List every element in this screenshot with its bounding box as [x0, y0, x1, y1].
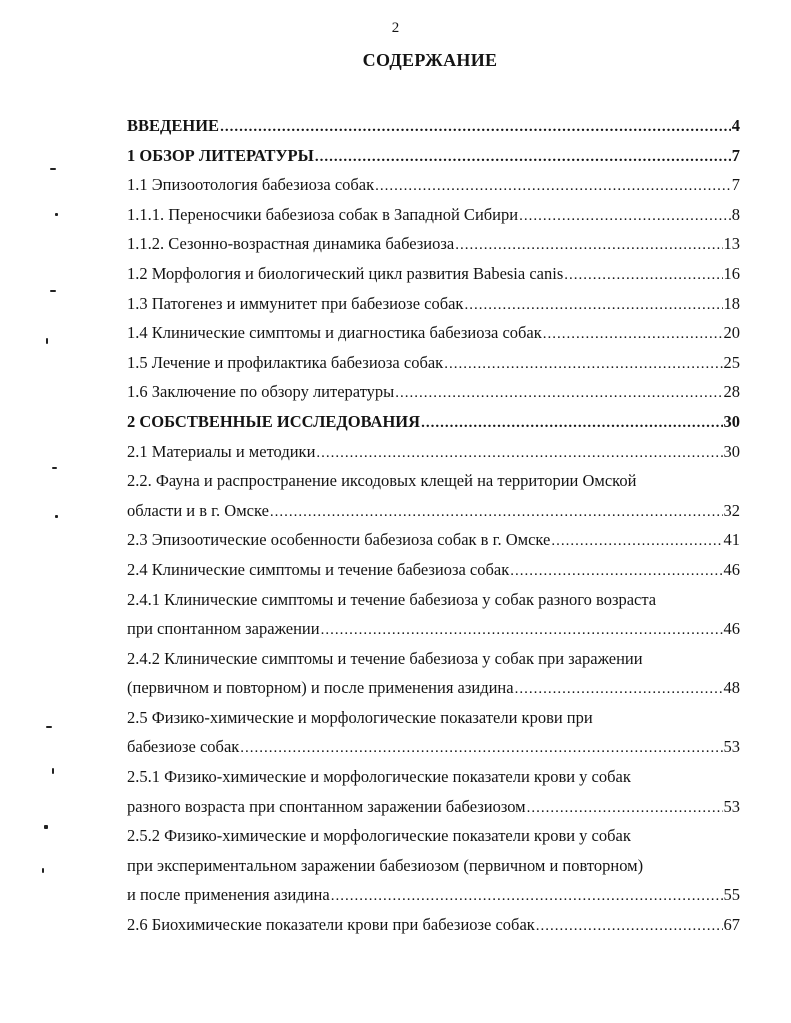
toc-entry [127, 585, 740, 644]
toc-entry-line [127, 259, 740, 289]
toc-dot-leader [564, 261, 722, 291]
toc-entry-line [127, 318, 740, 348]
toc-dot-leader [421, 409, 722, 439]
toc-entry-line [127, 732, 740, 762]
scan-mark [55, 213, 58, 216]
toc-entry-title: 1.3 Патогенез и иммунитет при бабезиозе собак [127, 293, 464, 313]
toc-entry-page: 7 [731, 175, 740, 195]
toc-entry-line [127, 170, 740, 200]
toc-entry-title: 2.1 Материалы и методики [127, 441, 316, 461]
toc-entry [127, 141, 740, 171]
page-number: 2 [391, 20, 400, 36]
scan-mark [52, 467, 57, 469]
toc-entry-title: 1.6 Заключение по обзору литературы [127, 382, 395, 402]
toc-entry-line [127, 348, 740, 378]
toc-entry [127, 407, 740, 437]
toc-entry-line [127, 614, 740, 644]
toc-entry-page: 8 [731, 204, 740, 224]
toc-entry-line [127, 851, 740, 881]
toc-dot-leader [519, 202, 731, 232]
toc-entry [127, 555, 740, 585]
toc-entry-line [127, 407, 740, 437]
scan-mark [50, 290, 56, 292]
toc-entry-line [127, 880, 740, 910]
toc-entry-title: 2.3 Эпизоотические особенности бабезиоза собак в г. Омске [127, 530, 551, 550]
toc-entry-title: 1.4 Клинические симптомы и диагностика бабезиоза собак [127, 323, 542, 343]
toc-dot-leader [510, 557, 722, 587]
toc-entry-title: 2.2. Фауна и распространение иксодовых клещей на территории Омской [127, 471, 637, 491]
toc-entry-line [127, 377, 740, 407]
toc-entry-line [127, 141, 740, 171]
toc-entry [127, 377, 740, 407]
toc-entry-page: 4 [731, 116, 740, 135]
toc-entry-line [127, 200, 740, 230]
toc-dot-leader [464, 291, 722, 321]
toc-dot-leader [321, 616, 723, 646]
scan-mark [42, 868, 44, 873]
toc-dot-leader [551, 527, 722, 557]
toc-dot-leader [316, 439, 722, 469]
toc-entry [127, 170, 740, 200]
toc-entry-page: 48 [723, 678, 740, 698]
toc-dot-leader [331, 882, 723, 912]
toc-entry [127, 259, 740, 289]
toc-dot-leader [270, 498, 723, 528]
toc-entry [127, 289, 740, 319]
toc-entry-page: 55 [723, 885, 740, 905]
toc-title: СОДЕРЖАНИЕ [362, 50, 498, 70]
toc-entry-title: при спонтанном заражении [127, 619, 320, 639]
toc-dot-leader [543, 320, 723, 350]
scan-mark [55, 515, 58, 518]
toc-entry-page: 32 [723, 500, 740, 520]
toc-entry-page: 46 [723, 619, 740, 639]
toc-dot-leader [455, 231, 722, 261]
toc-entry-page: 16 [723, 263, 740, 283]
toc-entry-line [127, 525, 740, 555]
toc-entry-page: 30 [723, 441, 740, 461]
toc-entry [127, 821, 740, 910]
toc-entry-page: 25 [723, 352, 740, 372]
toc-entry-line [127, 644, 740, 674]
scan-mark [46, 338, 48, 344]
toc-entry-title: 1.1 Эпизоотология бабезиоза собак [127, 175, 375, 195]
scan-mark [44, 825, 48, 829]
toc-entry-line [127, 289, 740, 319]
toc-entry-page: 46 [723, 559, 740, 579]
toc-entry [127, 910, 740, 940]
toc-entry-title: 2.4.2 Клинические симптомы и течение бабезиоза у собак при заражении [127, 648, 643, 668]
toc-dot-leader [527, 794, 723, 824]
toc-entry [127, 348, 740, 378]
toc-entry [127, 644, 740, 703]
toc-entry-page: 28 [723, 382, 740, 402]
toc-entry [127, 229, 740, 259]
toc-entry-line [127, 466, 740, 496]
toc-entry-title: 2 СОБСТВЕННЫЕ ИССЛЕДОВАНИЯ [127, 411, 421, 431]
toc-entry [127, 318, 740, 348]
toc-entry-title: области и в г. Омске [127, 500, 269, 520]
toc-entry-line [127, 555, 740, 585]
toc-entry-title: 2.4 Клинические симптомы и течение бабезиоза собак [127, 559, 510, 579]
toc-entry-line [127, 437, 740, 467]
toc-entry-line [127, 673, 740, 703]
toc-entry-title: при экспериментальном заражении бабезиозом (первичном и повторном) [127, 855, 644, 875]
toc-entry [127, 111, 740, 141]
toc-entry-page: 20 [723, 323, 740, 343]
toc-entry-line [127, 496, 740, 526]
toc-entry-title: и после применения азидина [127, 885, 330, 905]
toc-entry-line [127, 762, 740, 792]
toc-entry-title: 1.5 Лечение и профилактика бабезиоза собак [127, 352, 444, 372]
toc-entry-title: 1.2 Морфология и биологический цикл развития Babesia canis [127, 263, 564, 283]
toc-entry-title: бабезиозе собак [127, 737, 240, 757]
toc-entry [127, 525, 740, 555]
toc-entry-title: 1 ОБЗОР ЛИТЕРАТУРЫ [127, 145, 314, 165]
toc-dot-leader [444, 350, 722, 380]
toc-entry-title: 2.5.1 Физико-химические и морфологические показатели крови у собак [127, 767, 631, 787]
toc-entry-title: 2.5 Физико-химические и морфологические показатели крови при [127, 707, 593, 727]
scan-mark [50, 168, 56, 170]
toc-dot-leader [515, 675, 723, 705]
toc-dot-leader [536, 912, 723, 942]
toc-entry-title: ВВЕДЕНИЕ [127, 116, 220, 135]
toc-entry [127, 703, 740, 762]
toc-entry-title: 2.4.1 Клинические симптомы и течение бабезиоза у собак разного возраста [127, 589, 657, 609]
toc-entry-title: 1.1.1. Переносчики бабезиоза собак в Западной Сибири [127, 204, 519, 224]
toc-entry-line [127, 910, 740, 940]
toc-entry-page: 30 [723, 411, 740, 431]
toc-entry-line [127, 821, 740, 851]
toc-entry-page: 41 [723, 530, 740, 550]
scan-mark [52, 768, 54, 774]
toc-entry-title: 1.1.2. Сезонно-возрастная динамика бабезиоза [127, 234, 455, 254]
toc-entry-line [127, 229, 740, 259]
toc-entry-line [127, 703, 740, 733]
toc-entry [127, 466, 740, 525]
table-of-contents [127, 111, 740, 940]
toc-entry-line [127, 111, 740, 141]
toc-entry [127, 200, 740, 230]
toc-dot-leader [240, 734, 722, 764]
toc-entry-line [127, 792, 740, 822]
toc-entry [127, 762, 740, 821]
toc-entry [127, 437, 740, 467]
toc-dot-leader [315, 143, 731, 173]
toc-dot-leader [375, 172, 731, 202]
toc-entry-title: 2.5.2 Физико-химические и морфологические показатели крови у собак [127, 826, 631, 846]
toc-entry-page: 53 [723, 796, 740, 816]
toc-dot-leader [395, 379, 722, 409]
toc-entry-page: 18 [723, 293, 740, 313]
toc-entry-title: 2.6 Биохимические показатели крови при бабезиозе собак [127, 915, 535, 935]
toc-entry-page: 53 [723, 737, 740, 757]
toc-entry-title: (первичном и повторном) и после применения азидина [127, 678, 514, 698]
toc-dot-leader [220, 113, 731, 143]
toc-entry-page: 7 [731, 145, 740, 165]
scan-mark [46, 726, 52, 728]
toc-entry-page: 67 [723, 915, 740, 935]
toc-entry-page: 13 [723, 234, 740, 254]
toc-entry-title: разного возраста при спонтанном заражении бабезиозом [127, 796, 526, 816]
toc-entry-line [127, 585, 740, 615]
